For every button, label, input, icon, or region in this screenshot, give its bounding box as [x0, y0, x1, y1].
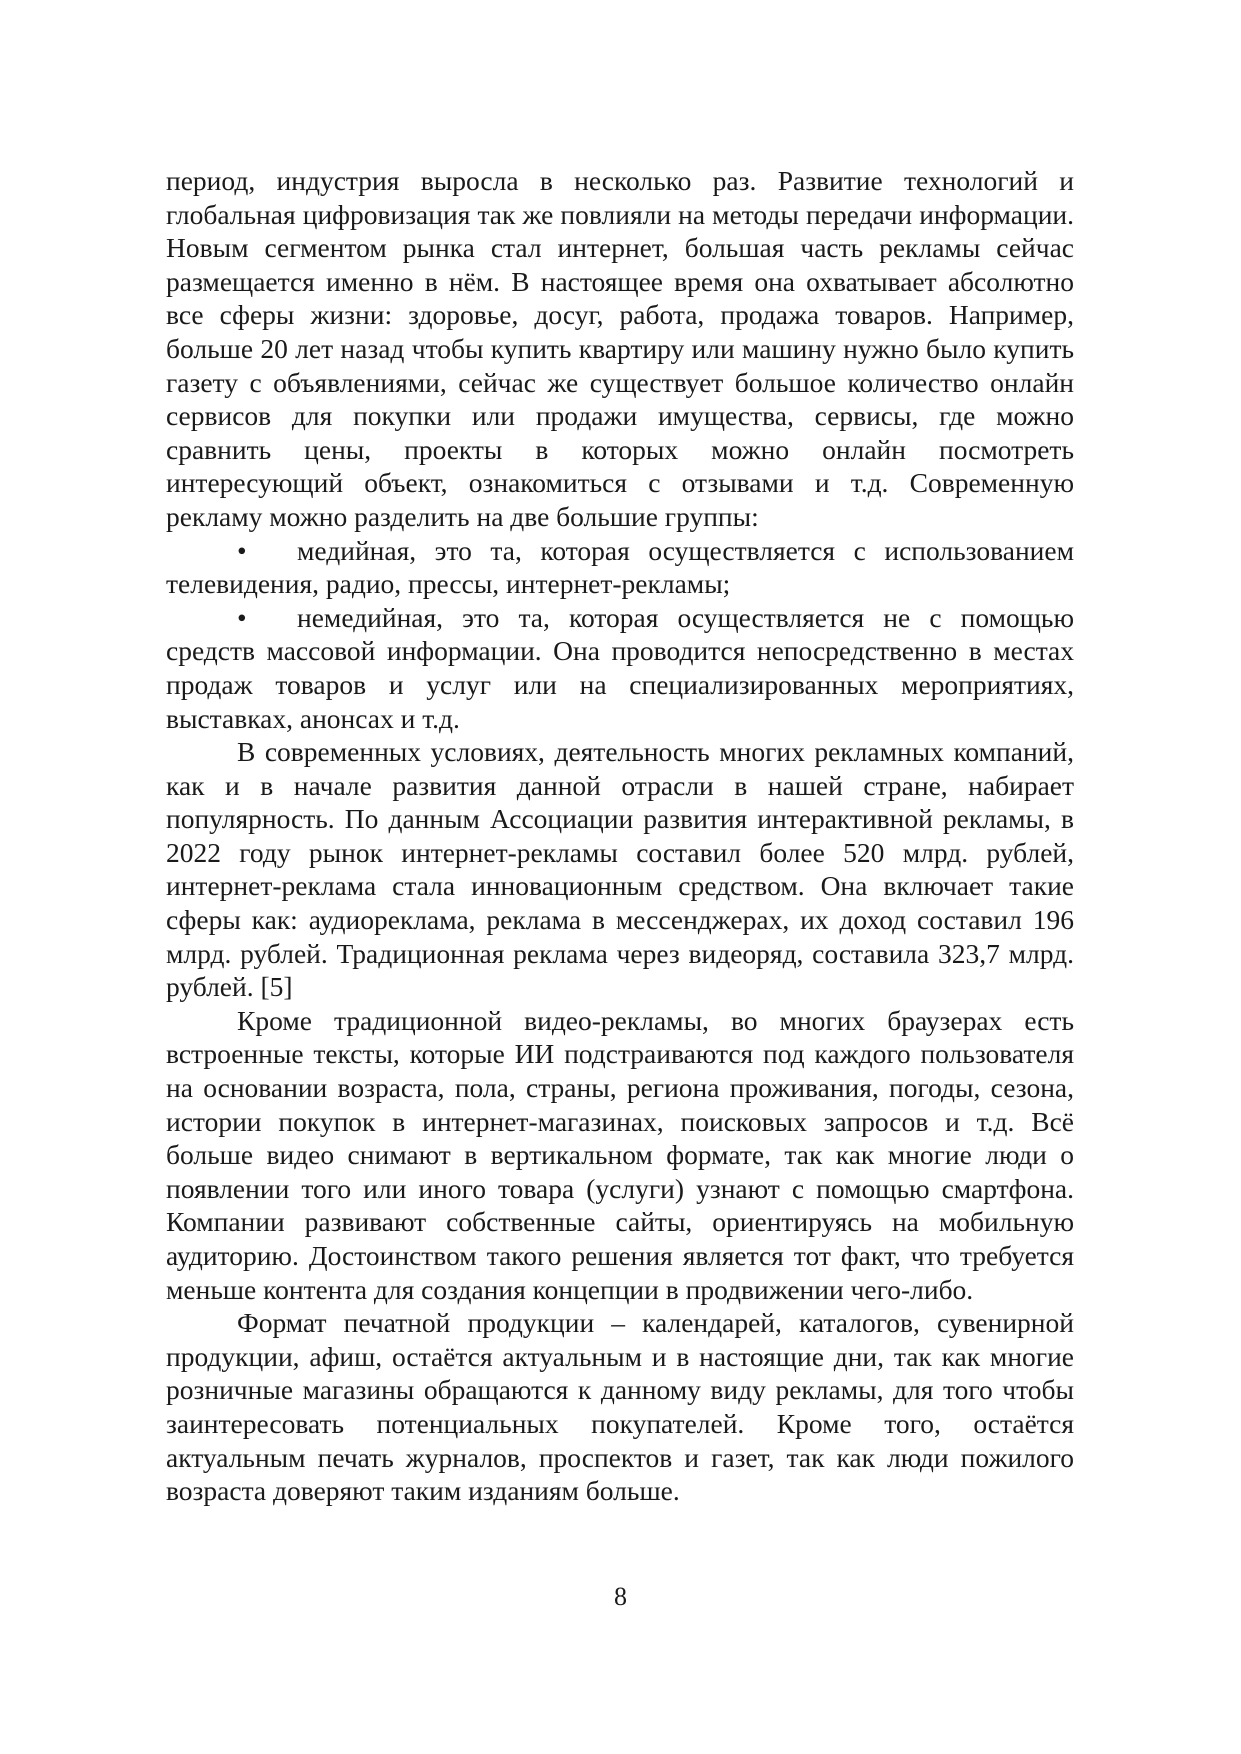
paragraph-continuation: период, индустрия выросла в несколько раз. Развитие технологий и глобальная цифровизация так же повлияли на методы передачи информации. Новым сегментом рынка стал интернет, большая часть рекламы сейчас размещается именно в нём. В настоящее время она охватывает абсолютно все сферы жизни: здоровье, досуг, работа, продажа товаров. Например, больше 20 лет назад чтобы купить квартиру или машину нужно было купить газету с объявлениями, сейчас же существует большое количество онлайн сервисов для покупки или продажи имущества, сервисы, где можно сравнить цены, проекты в которых можно онлайн посмотреть интересующий объект, ознакомиться с отзывами и т.д. Современную рекламу можно разделить на две большие группы:	[166, 165, 1074, 532]
page-number: 8	[614, 1582, 627, 1611]
bullet-item-media	[166, 534, 1074, 601]
body-text	[166, 164, 1074, 1508]
bullet-icon: •	[237, 601, 247, 633]
bullet-text: медийная, это та, которая осуществляется с использованием телевидения, радио, прессы, интернет-рекламы;	[166, 534, 1074, 600]
bullet-item-non-media	[166, 601, 1074, 735]
paragraph-market: В современных условиях, деятельность многих рекламных компаний, как и в начале развития данной отрасли в нашей стране, набирает популярность. По данным Ассоциации развития интерактивной рекламы, в 2022 году рынок интернет-рекламы составил более 520 млрд. рублей, интернет-реклама стала инновационным средством. Она включает такие сферы как: аудиореклама, реклама в мессенджерах, их доход составил 196 млрд. рублей. Традиционная реклама через видеоряд, составила 323,7 млрд. рублей. [5]	[166, 736, 1074, 1003]
paragraph-print: Формат печатной продукции – календарей, каталогов, сувенирной продукции, афиш, остаётся актуальным и в настоящие дни, так как многие розничные магазины обращаются к данному виду рекламы, для того чтобы заинтересовать потенциальных покупателей. Кроме того, остаётся актуальным печать журналов, проспектов и газет, так как люди пожилого возраста доверяют таким изданиям больше.	[166, 1307, 1074, 1507]
bullet-text: немедийная, это та, которая осуществляется не с помощью средств массовой информации. Она проводится непосредственно в местах продаж товаров и услуг или на специализированных мероприятиях, выставках, анонсах и т.д.	[166, 601, 1074, 734]
bullet-icon: •	[237, 534, 247, 566]
paragraph-video-ads: Кроме традиционной видео-рекламы, во многих браузерах есть встроенные тексты, которые ИИ подстраиваются под каждого пользователя на основании возраста, пола, страны, региона проживания, погоды, сезона, истории покупок в интернет-магазинах, поисковых запросов и т.д. Всё больше видео снимают в вертикальном формате, так как многие люди о появлении того или иного товара (услуги) узнают с помощью смартфона. Компании развивают собственные сайты, ориентируясь на мобильную аудиторию. Достоинством такого решения является тот факт, что требуется меньше контента для создания концепции в продвижении чего-либо.	[166, 1004, 1074, 1305]
